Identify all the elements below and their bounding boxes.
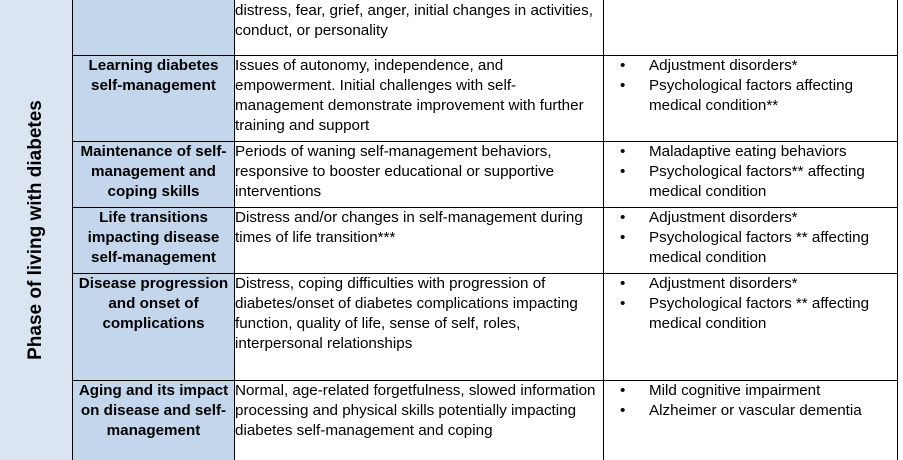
conditions-list [604,56,897,116]
conditions-cell [604,381,898,460]
conditions-list [604,142,897,202]
phase-axis-label: Phase of living with diabetes [25,100,46,360]
bullet-icon: • [620,163,626,180]
phase-table [72,0,898,460]
list-item: • Maladaptive eating behaviors [620,143,847,160]
bullet-icon [620,0,625,1]
bullet-icon: • [620,382,626,399]
conditions-cell [604,208,898,274]
list-item: • Alzheimer or vascular dementia [620,402,862,419]
description-cell: Normal, age-related forgetfulness, slowed information processing and physical skills potentially impacting diabetes self-management and coping [235,381,604,460]
table-row [73,274,898,381]
phase-cell: Life transitions impacting disease self-management [73,208,235,274]
bullet-icon: • [620,57,626,74]
conditions-cell [604,142,898,208]
table-row [73,56,898,142]
phase-cell: Maintenance of self-management and coping skills [73,142,235,208]
description-cell: distress, fear, grief, anger, initial changes in activities, conduct, or personality [235,0,604,56]
phase-cell: Learning diabetes self-management [73,56,235,142]
phase-sidebar [0,0,72,460]
table-row [73,142,898,208]
list-item: • Psychological factors affecting medical condition** [620,77,854,114]
conditions-list [604,0,897,1]
bullet-icon: • [620,209,626,226]
phase-cell: Aging and its impact on disease and self-management [73,381,235,460]
conditions-cell [604,274,898,381]
conditions-cell [604,56,898,142]
list-item: • Psychological factors ** affecting medical condition [620,229,870,266]
table-row [73,381,898,460]
list-item: • Psychological factors ** affecting medical condition [620,295,870,332]
list-item: • Adjustment disorders* [620,275,798,292]
description-cell: Issues of autonomy, independence, and empowerment. Initial challenges with self-management demonstrate improvement with further training and support [235,56,604,142]
conditions-list [604,274,897,334]
bullet-icon: • [620,275,626,292]
bullet-icon: • [620,295,626,312]
description-cell: Distress and/or changes in self-management during times of life transition*** [235,208,604,274]
list-item: • Mild cognitive impairment [620,382,821,399]
conditions-cell [604,0,898,56]
list-item: • Adjustment disorders* [620,57,798,74]
list-item: • Psychological factors** affecting medical condition [620,163,865,200]
table-row [73,0,898,56]
description-cell: Periods of waning self-management behaviors, responsive to booster educational or supportive interventions [235,142,604,208]
bullet-icon: • [620,77,626,94]
list-item: • Adjustment disorders* [620,209,798,226]
description-cell: Distress, coping difficulties with progression of diabetes/onset of diabetes complications impacting function, quality of life, sense of self, roles, interpersonal relationships [235,274,604,381]
conditions-list [604,208,897,268]
table-row [73,208,898,274]
list-item [620,0,897,1]
conditions-list [604,381,897,421]
bullet-icon: • [620,143,626,160]
bullet-icon: • [620,402,626,419]
phase-cell [73,0,235,56]
bullet-icon: • [620,229,626,246]
phase-cell: Disease progression and onset of complications [73,274,235,381]
